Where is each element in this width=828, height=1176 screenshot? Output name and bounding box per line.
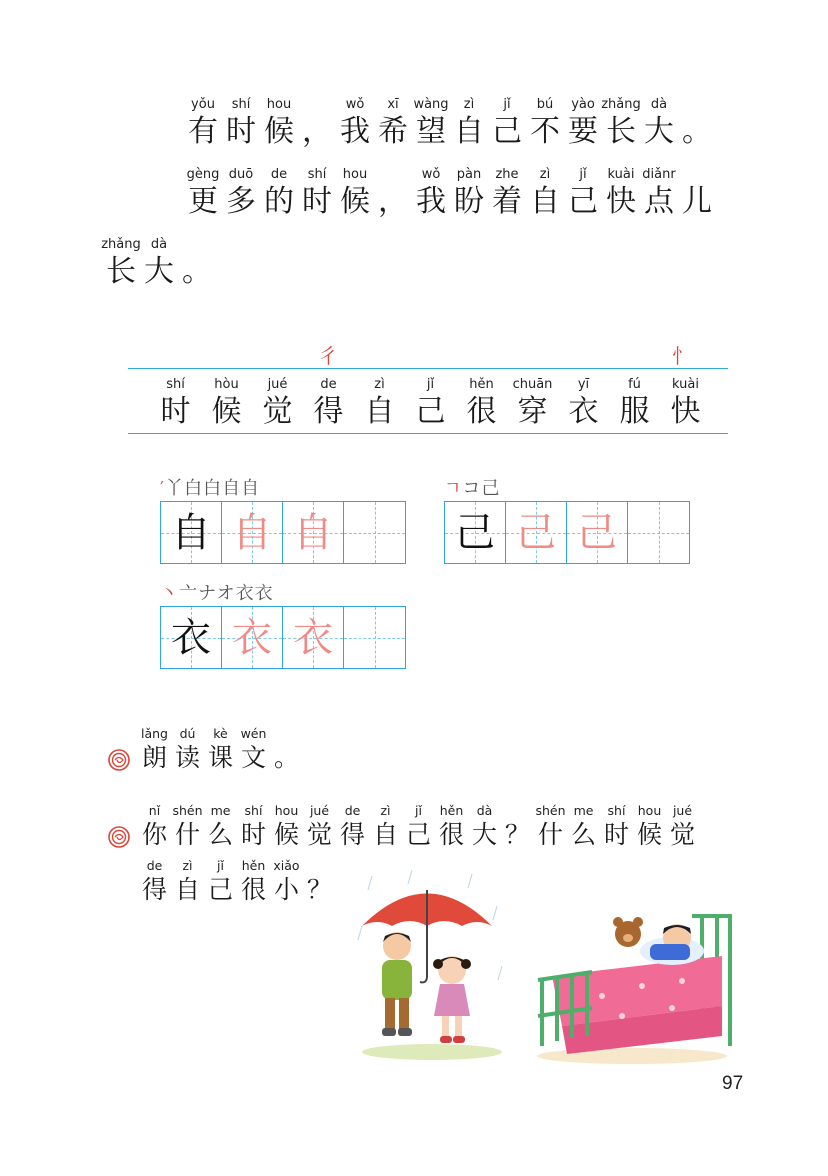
ruby-char bbox=[237, 857, 270, 905]
ruby-char bbox=[270, 725, 303, 773]
hanzi: 服 bbox=[619, 394, 650, 429]
ruby-char bbox=[336, 96, 374, 150]
pinyin: hou bbox=[274, 803, 299, 818]
pinyin: zì bbox=[380, 803, 391, 818]
ruby-char bbox=[600, 802, 633, 850]
hanzi: 。 bbox=[273, 743, 299, 772]
pinyin: gèng bbox=[186, 167, 220, 182]
ruby-char bbox=[450, 166, 488, 220]
ruby-char bbox=[204, 802, 237, 850]
pinyin: shí bbox=[231, 97, 251, 112]
hanzi: 什 bbox=[174, 820, 200, 849]
grid-cell[interactable]: 自 bbox=[222, 502, 283, 563]
ruby-char bbox=[222, 96, 260, 150]
pinyin: shí bbox=[307, 167, 327, 182]
hanzi: 得 bbox=[313, 394, 344, 429]
stroke-order-zi: ′丫白白自自 bbox=[160, 478, 261, 499]
ruby-char bbox=[488, 96, 526, 150]
hanzi: 己 bbox=[492, 114, 522, 149]
ruby-char bbox=[222, 166, 260, 220]
hanzi: 有 bbox=[188, 114, 218, 149]
pinyin: wàng bbox=[413, 97, 449, 112]
hanzi: 候 bbox=[264, 114, 294, 149]
pinyin: dà bbox=[476, 803, 493, 818]
ruby-char bbox=[450, 96, 488, 150]
ruby-char bbox=[666, 802, 699, 850]
hanzi: 很 bbox=[438, 820, 464, 849]
pinyin: xī bbox=[387, 97, 399, 112]
pinyin: shén bbox=[535, 803, 566, 818]
hanzi: 课 bbox=[207, 743, 233, 772]
hanzi: 长 bbox=[106, 254, 136, 289]
exercise-2-line-2 bbox=[138, 857, 336, 905]
ruby-char bbox=[260, 96, 298, 150]
hanzi: 得 bbox=[339, 820, 365, 849]
ruby-char bbox=[405, 376, 456, 430]
hanzi: 大 bbox=[144, 254, 174, 289]
hanzi: 己 bbox=[405, 820, 431, 849]
passage-line-2 bbox=[184, 166, 716, 220]
grid-cell[interactable]: 衣 bbox=[222, 607, 283, 668]
hanzi: 么 bbox=[207, 820, 233, 849]
hanzi: 快 bbox=[670, 394, 701, 429]
radical-chi: 彳 bbox=[318, 344, 338, 368]
grid-cell[interactable]: 衣 bbox=[283, 607, 344, 668]
exercise-1 bbox=[138, 725, 303, 773]
ruby-char bbox=[171, 857, 204, 905]
hanzi: 盼 bbox=[454, 184, 484, 219]
ruby-char bbox=[252, 376, 303, 430]
ruby-char bbox=[640, 166, 678, 220]
ruby-char bbox=[260, 166, 298, 220]
ruby-char bbox=[501, 802, 534, 850]
pinyin: nǐ bbox=[148, 803, 161, 818]
pinyin: hou bbox=[637, 803, 662, 818]
hanzi: 我 bbox=[340, 114, 370, 149]
radical-xin: 忄 bbox=[672, 344, 692, 368]
hanzi: 自 bbox=[530, 184, 560, 219]
hanzi: 己 bbox=[207, 875, 233, 904]
exercise-1-marker-icon bbox=[108, 749, 130, 771]
ruby-char bbox=[456, 376, 507, 430]
hanzi: 候 bbox=[636, 820, 662, 849]
ruby-char bbox=[204, 857, 237, 905]
hanzi: 不 bbox=[530, 114, 560, 149]
pinyin: lǎng bbox=[141, 726, 168, 741]
pinyin: hěn bbox=[439, 803, 464, 818]
pinyin: chuān bbox=[512, 377, 553, 392]
grid-cell[interactable]: 己 bbox=[567, 502, 628, 563]
hanzi: 长 bbox=[606, 114, 636, 149]
ruby-char bbox=[402, 802, 435, 850]
pinyin: wén bbox=[240, 726, 267, 741]
hanzi: 着 bbox=[492, 184, 522, 219]
pinyin: jué bbox=[672, 803, 693, 818]
pinyin: yī bbox=[577, 377, 590, 392]
ruby-char bbox=[564, 96, 602, 150]
pinyin: zhǎng bbox=[601, 97, 641, 112]
hanzi: 候 bbox=[273, 820, 299, 849]
ruby-char bbox=[184, 96, 222, 150]
ruby-char bbox=[270, 802, 303, 850]
ruby-char bbox=[526, 96, 564, 150]
passage-line-1 bbox=[184, 96, 716, 150]
hanzi: 觉 bbox=[669, 820, 695, 849]
exercise-2-marker-icon bbox=[108, 826, 130, 848]
ruby-char bbox=[184, 166, 222, 220]
rule-top bbox=[128, 368, 728, 369]
pinyin: wǒ bbox=[345, 97, 365, 112]
pinyin: jué bbox=[267, 377, 288, 392]
ruby-char bbox=[150, 376, 201, 430]
ruby-char bbox=[412, 96, 450, 150]
ruby-char bbox=[412, 166, 450, 220]
hanzi: 时 bbox=[603, 820, 629, 849]
pinyin: de bbox=[320, 377, 337, 392]
ruby-char bbox=[602, 166, 640, 220]
pinyin: me bbox=[210, 803, 231, 818]
pinyin: kè bbox=[213, 726, 228, 741]
pinyin: zhe bbox=[495, 167, 519, 182]
grid-cell[interactable]: 自 bbox=[283, 502, 344, 563]
ruby-char bbox=[640, 96, 678, 150]
pinyin: de bbox=[146, 858, 163, 873]
pinyin: xiǎo bbox=[273, 858, 300, 873]
writing-grid-yi bbox=[160, 582, 406, 669]
hanzi: 读 bbox=[174, 743, 200, 772]
grid-cell[interactable]: 衣 bbox=[161, 607, 222, 668]
pinyin: zhǎng bbox=[101, 237, 141, 252]
pinyin: wǒ bbox=[421, 167, 441, 182]
pinyin: jǐ bbox=[426, 377, 435, 392]
hanzi: 己 bbox=[415, 394, 446, 429]
grid-cell[interactable]: 自 bbox=[161, 502, 222, 563]
hanzi: 。 bbox=[682, 114, 712, 149]
hanzi: 自 bbox=[364, 394, 395, 429]
ruby-char bbox=[602, 96, 640, 150]
pinyin: de bbox=[344, 803, 361, 818]
hanzi: 文 bbox=[240, 743, 266, 772]
pinyin: zì bbox=[539, 167, 551, 182]
pinyin: duō bbox=[228, 167, 254, 182]
pinyin: shén bbox=[172, 803, 203, 818]
ruby-char bbox=[526, 166, 564, 220]
pinyin: dú bbox=[179, 726, 196, 741]
hanzi: 候 bbox=[340, 184, 370, 219]
hanzi: 时 bbox=[302, 184, 332, 219]
pinyin: jǐ bbox=[217, 858, 224, 873]
grid-cell[interactable]: 己 bbox=[445, 502, 506, 563]
ruby-char bbox=[102, 236, 140, 290]
ruby-char bbox=[564, 166, 602, 220]
ruby-char bbox=[138, 725, 171, 773]
hanzi: ？ bbox=[306, 875, 332, 904]
hanzi: 很 bbox=[240, 875, 266, 904]
pinyin: jǐ bbox=[579, 167, 587, 182]
hanzi: ， bbox=[302, 114, 332, 149]
pinyin: hěn bbox=[469, 377, 494, 392]
hanzi: 得 bbox=[141, 875, 167, 904]
ruby-char bbox=[609, 376, 660, 430]
ruby-char bbox=[660, 376, 711, 430]
ruby-char bbox=[171, 802, 204, 850]
pinyin: shí bbox=[166, 377, 185, 392]
pinyin: fú bbox=[628, 377, 641, 392]
hanzi: 候 bbox=[211, 394, 242, 429]
grid-cell[interactable] bbox=[344, 502, 405, 563]
ruby-char bbox=[354, 376, 405, 430]
ruby-char bbox=[303, 857, 336, 905]
ruby-char bbox=[298, 166, 336, 220]
ruby-char bbox=[507, 376, 558, 430]
pinyin: shí bbox=[244, 803, 263, 818]
ruby-char bbox=[435, 802, 468, 850]
ruby-char bbox=[558, 376, 609, 430]
ruby-char bbox=[140, 236, 178, 290]
stroke-order-yi: 丶亠ナオ衣衣 bbox=[160, 583, 274, 604]
ruby-char bbox=[303, 376, 354, 430]
ruby-char bbox=[270, 857, 303, 905]
hanzi: 你 bbox=[141, 820, 167, 849]
hanzi: 大 bbox=[471, 820, 497, 849]
pinyin: kuài bbox=[672, 377, 699, 392]
hanzi: 我 bbox=[416, 184, 446, 219]
ruby-char bbox=[201, 376, 252, 430]
ruby-char bbox=[336, 166, 374, 220]
ruby-char bbox=[298, 96, 336, 150]
hanzi: 要 bbox=[568, 114, 598, 149]
pinyin: dà bbox=[150, 237, 168, 252]
pinyin: zì bbox=[374, 377, 385, 392]
new-characters-row bbox=[150, 376, 711, 430]
hanzi: 时 bbox=[240, 820, 266, 849]
pinyin: hòu bbox=[214, 377, 239, 392]
pinyin: pàn bbox=[456, 167, 482, 182]
hanzi: 自 bbox=[372, 820, 398, 849]
hanzi: ？ bbox=[504, 820, 530, 849]
ruby-char bbox=[633, 802, 666, 850]
hanzi: 时 bbox=[226, 114, 256, 149]
ruby-char bbox=[138, 802, 171, 850]
pinyin: jué bbox=[309, 803, 330, 818]
pinyin: yào bbox=[571, 97, 595, 112]
writing-grid-zi bbox=[160, 477, 406, 564]
ruby-char bbox=[237, 725, 270, 773]
hanzi: 什 bbox=[537, 820, 563, 849]
hanzi: 么 bbox=[570, 820, 596, 849]
ruby-char bbox=[204, 725, 237, 773]
hanzi: 望 bbox=[416, 114, 446, 149]
hanzi: 快 bbox=[606, 184, 636, 219]
hanzi: 儿 bbox=[682, 184, 712, 219]
ruby-char bbox=[138, 857, 171, 905]
stroke-order-ji: ㄱコ己 bbox=[444, 478, 501, 499]
pinyin: diǎnr bbox=[642, 167, 676, 182]
hanzi: 己 bbox=[568, 184, 598, 219]
ruby-char bbox=[488, 166, 526, 220]
pinyin: zì bbox=[463, 97, 475, 112]
ruby-char bbox=[678, 96, 716, 150]
rule-bottom bbox=[128, 433, 728, 434]
hanzi: 希 bbox=[378, 114, 408, 149]
ruby-char bbox=[369, 802, 402, 850]
pinyin: shí bbox=[607, 803, 626, 818]
grid-cell[interactable]: 己 bbox=[506, 502, 567, 563]
hanzi: 朗 bbox=[141, 743, 167, 772]
pinyin: jǐ bbox=[503, 97, 511, 112]
hanzi: 觉 bbox=[306, 820, 332, 849]
pinyin: de bbox=[270, 167, 288, 182]
pinyin: hou bbox=[342, 167, 368, 182]
ruby-char bbox=[567, 802, 600, 850]
ruby-char bbox=[303, 802, 336, 850]
hanzi: 点 bbox=[644, 184, 674, 219]
pinyin: zì bbox=[182, 858, 193, 873]
ruby-char bbox=[534, 802, 567, 850]
ruby-char bbox=[171, 725, 204, 773]
hanzi: ， bbox=[378, 184, 408, 219]
umbrella-children-illustration bbox=[352, 866, 512, 1066]
pinyin: hou bbox=[266, 97, 292, 112]
pinyin: bú bbox=[536, 97, 554, 112]
ruby-char bbox=[374, 96, 412, 150]
pinyin: kuài bbox=[607, 167, 635, 182]
pinyin: hěn bbox=[241, 858, 266, 873]
writing-grid-ji bbox=[444, 477, 690, 564]
pinyin: dà bbox=[650, 97, 668, 112]
ruby-char bbox=[178, 236, 216, 290]
hanzi: 很 bbox=[466, 394, 497, 429]
hanzi: 觉 bbox=[262, 394, 293, 429]
ruby-char bbox=[678, 166, 716, 220]
grid-cell[interactable] bbox=[344, 607, 405, 668]
hanzi: 小 bbox=[273, 875, 299, 904]
grid-cell[interactable] bbox=[628, 502, 689, 563]
hanzi: 更 bbox=[188, 184, 218, 219]
hanzi: 衣 bbox=[568, 394, 599, 429]
hanzi: 自 bbox=[174, 875, 200, 904]
ruby-char bbox=[468, 802, 501, 850]
ruby-char bbox=[374, 166, 412, 220]
hanzi: 穿 bbox=[517, 394, 548, 429]
passage-line-3 bbox=[102, 236, 216, 290]
hanzi: 的 bbox=[264, 184, 294, 219]
hanzi: 多 bbox=[226, 184, 256, 219]
pinyin: yǒu bbox=[191, 97, 215, 112]
pinyin: jǐ bbox=[415, 803, 422, 818]
hanzi: 时 bbox=[160, 394, 191, 429]
child-in-bed-illustration bbox=[532, 896, 732, 1066]
ruby-char bbox=[237, 802, 270, 850]
page-number: 97 bbox=[722, 1073, 744, 1094]
hanzi: 大 bbox=[644, 114, 674, 149]
hanzi: 自 bbox=[454, 114, 484, 149]
hanzi: 。 bbox=[182, 254, 212, 289]
pinyin: me bbox=[573, 803, 594, 818]
ruby-char bbox=[336, 802, 369, 850]
exercise-2-line-1 bbox=[138, 802, 699, 850]
